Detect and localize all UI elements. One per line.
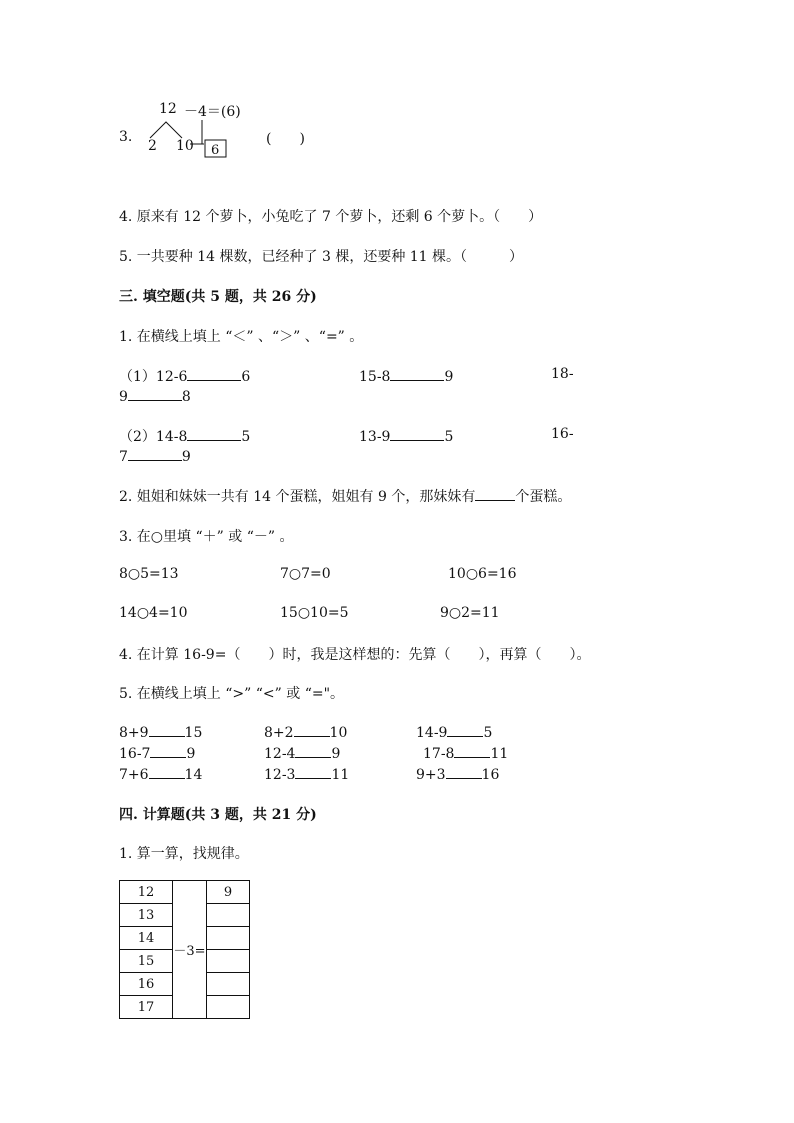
q3-top-number: 12 [159,101,177,117]
s3-q1-row1-a: （1）12-6 6 [119,366,250,386]
s3-q1-row1-c: 18- [551,366,574,382]
answer-blank[interactable] [390,426,444,441]
question-5: 5. 一共要种 14 棵数，已经种了 3 棵，还要种 11 棵。（ ） [119,249,524,265]
answer-cell[interactable] [207,950,250,973]
answer-blank[interactable] [150,743,186,758]
s3-q1-row2-a: （2）14-8 5 [119,426,250,446]
answer-blank[interactable] [128,386,182,401]
answer-blank[interactable] [149,722,185,737]
s3-q5-item: 8+2 10 [264,722,347,741]
s3-q3-item[interactable]: 7○7=0 [280,566,331,582]
table-cell: 14 [120,927,173,950]
table-cell: 13 [120,904,173,927]
question-4: 4. 原来有 12 个萝卜，小兔吃了 7 个萝卜，还剩 6 个萝卜。（ ） [119,209,543,225]
answer-blank[interactable] [295,743,331,758]
table-cell: 17 [120,996,173,1019]
s4-q1-text: 1. 算一算，找规律。 [119,846,249,862]
answer-cell[interactable] [207,927,250,950]
answer-blank[interactable] [294,722,330,737]
s3-q5-item: 12-4 9 [264,743,340,762]
answer-blank[interactable] [446,764,482,779]
s3-q5-item: 16-7 9 [119,743,195,762]
table-cell: 15 [120,950,173,973]
s3-q1-text: 1. 在横线上填上 “＜” 、“＞” 、“=” 。 [119,329,364,345]
s3-q3-item[interactable]: 15○10=5 [280,605,349,621]
answer-cell: 9 [207,881,250,904]
answer-blank[interactable] [187,366,241,381]
s3-q5-item: 14-9 5 [416,722,492,741]
answer-blank[interactable] [187,426,241,441]
answer-cell[interactable] [207,996,250,1019]
q3-box-value: 6 [211,143,220,158]
s3-q2-text: 2. 姐姐和妹妹一共有 14 个蛋糕，姐姐有 9 个，那妹妹有 个蛋糕。 [119,486,571,506]
s3-q1-row2-c: 16- [551,426,574,442]
s3-q1-row2-b: 13-9 5 [359,426,453,445]
s3-q1-row2-c-cont: 7 9 [119,446,191,465]
s3-q5-item: 12-3 11 [264,764,349,783]
s3-q1-row1-c-cont: 9 8 [119,386,191,405]
s3-q3-text: 3. 在○里填 “＋” 或 “－” 。 [119,529,294,545]
operation-cell: －3= [173,881,207,1019]
table-cell: 12 [120,881,173,904]
answer-cell[interactable] [207,904,250,927]
s3-q3-item[interactable]: 9○2=11 [440,605,500,621]
s3-q5-item: 9+3 16 [416,764,499,783]
answer-blank[interactable] [390,366,444,381]
s3-q5-item: 7+6 14 [119,764,202,783]
q3-number: 3. [119,129,133,145]
s3-q3-item[interactable]: 14○4=10 [119,605,188,621]
table-cell: 16 [120,973,173,996]
answer-cell[interactable] [207,973,250,996]
section-4-title: 四. 计算题(共 3 题，共 21 分) [119,807,317,823]
answer-blank[interactable] [475,486,515,501]
s3-q5-item: 17-8 11 [423,743,508,762]
q3-expression: －4＝(6) [184,104,241,120]
s3-q1-row1-b: 15-8 9 [359,366,453,385]
answer-blank[interactable] [447,722,483,737]
q3-left-part: 2 [148,138,157,154]
q3-answer-paren[interactable]: ( ) [266,131,305,147]
answer-blank[interactable] [128,446,182,461]
answer-blank[interactable] [149,764,185,779]
pattern-table [119,880,250,1019]
s3-q3-item[interactable]: 8○5=13 [119,566,179,582]
section-3-title: 三. 填空题(共 5 题，共 26 分) [119,289,317,305]
s3-q3-item[interactable]: 10○6=16 [448,566,517,582]
s3-q5-text: 5. 在横线上填上 “>” “<” 或 “="。 [119,686,345,702]
s3-q5-item: 8+9 15 [119,722,202,741]
answer-blank[interactable] [295,764,331,779]
s3-q4-text: 4. 在计算 16-9=（ ）时，我是这样想的：先算（ ），再算（ ）。 [119,647,591,663]
answer-blank[interactable] [454,743,490,758]
q3-right-part: 10 [176,138,194,154]
